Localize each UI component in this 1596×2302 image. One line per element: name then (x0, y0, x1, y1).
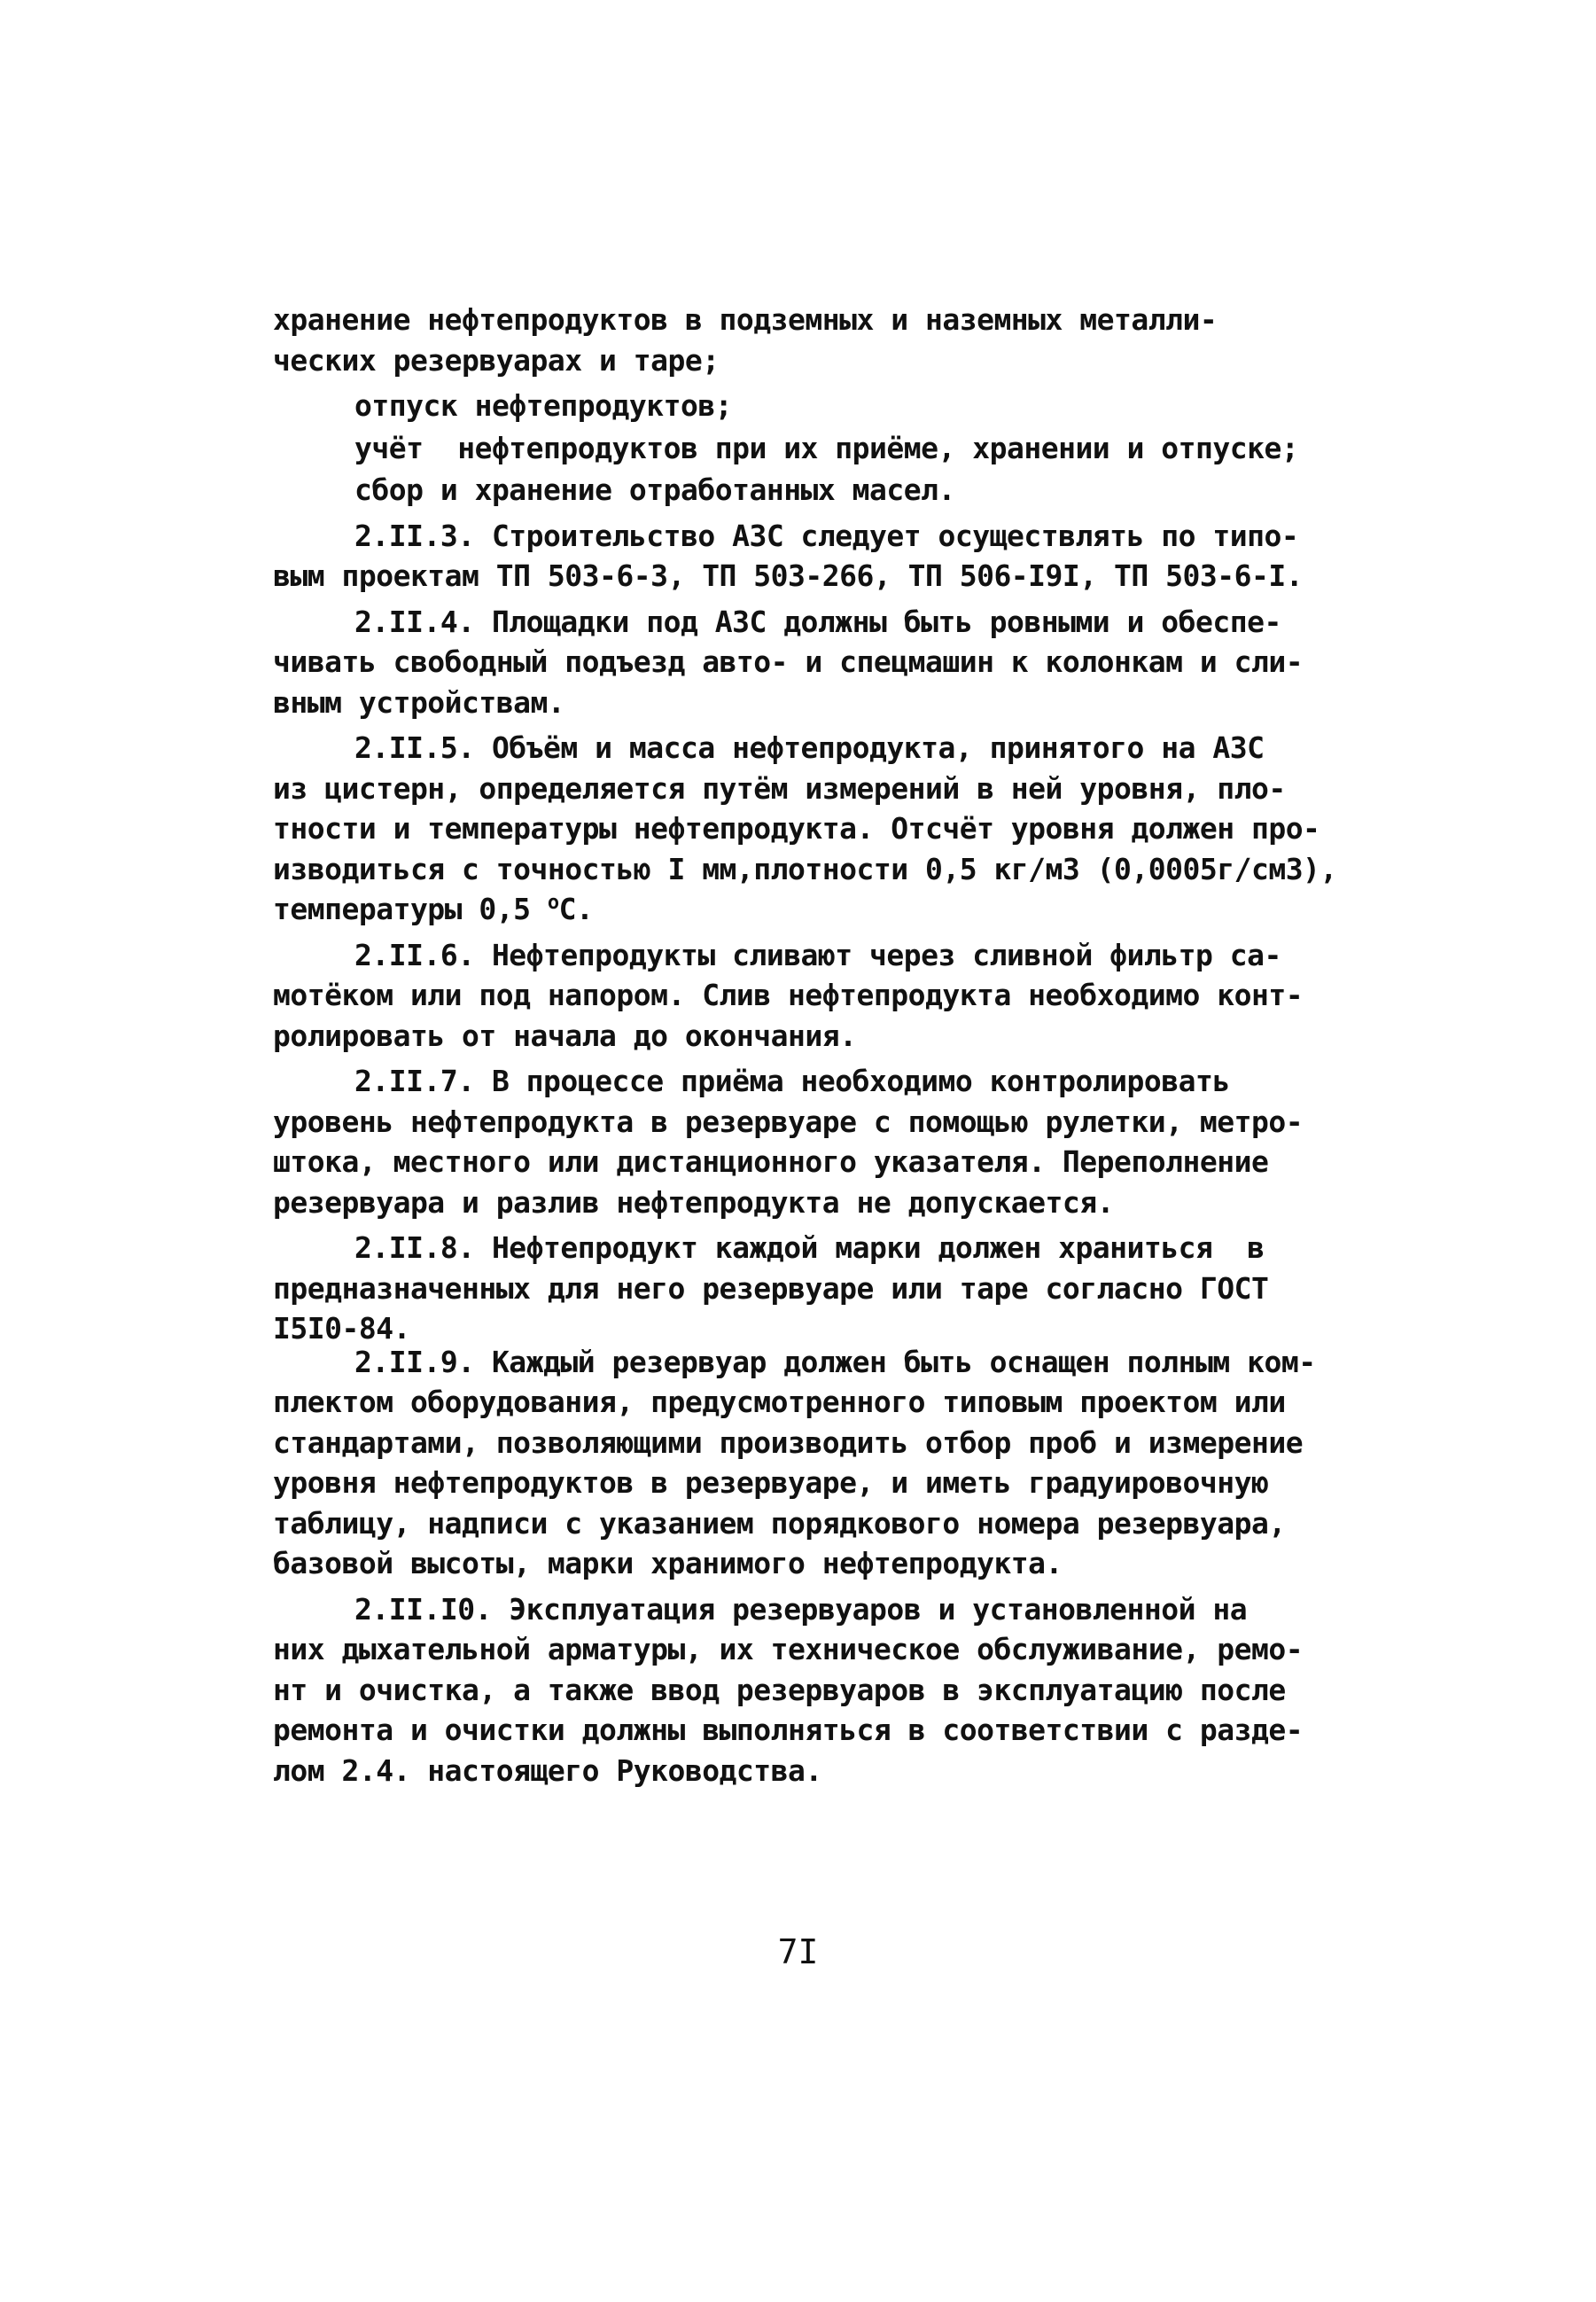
text-line: чивать свободный подъезд авто- и спецмашин к колонкам и сли- (273, 644, 1304, 679)
text-line: I5I0-84. (273, 1311, 410, 1346)
text-fragment: С. (558, 892, 594, 926)
text-line: отпуск нефтепродуктов; (354, 388, 733, 423)
list-item (273, 470, 1292, 511)
text-line: сбор и хранение отработанных масел. (354, 472, 955, 507)
text-line: 2.II.5. Объём и масса нефтепродукта, принятого на АЗС (354, 730, 1265, 765)
section-paragraph-2-11-3 (273, 516, 1304, 597)
text-line: 2.II.8. Нефтепродукт каждой марки должен храниться в (354, 1230, 1265, 1265)
section-paragraph-2-11-8 (273, 1228, 1292, 1349)
text-line: 2.II.3. Строительство АЗС следует осуществлять по типо- (354, 518, 1299, 553)
text-line (273, 889, 1292, 930)
document-body (273, 300, 1337, 1796)
text-line: 2.II.9. Каждый резервуар должен быть оснащен полным ком- (354, 1344, 1316, 1379)
text-line: учёт нефтепродуктов при их приёме, хранении и отпуске; (354, 430, 1299, 465)
text-line: вным устройствам. (273, 684, 565, 720)
text-line: вым проектам ТП 503-6-3, ТП 503-266, ТП 506-I9I, ТП 503-6-I. (273, 558, 1304, 593)
section-paragraph-2-11-6 (273, 935, 1304, 1057)
text-fragment: температуры 0,5 (273, 892, 548, 926)
text-line: 2.II.4. Площадки под АЗС должны быть ровными и обеспе- (354, 604, 1281, 639)
text-line: уровня нефтепродуктов в резервуаре, и иметь градуировочную (273, 1465, 1269, 1500)
text-line: мотёком или под напором. Слив нефтепродукта необходимо конт- (273, 978, 1304, 1012)
text-line: предназначенных для него резервуаре или таре согласно ГОСТ (273, 1270, 1269, 1306)
text-line: 2.II.7. В процессе приёма необходимо контролировать (354, 1064, 1230, 1098)
section-paragraph-2-11-9 (273, 1342, 1316, 1584)
section-paragraph-2-11-4 (273, 602, 1304, 723)
text-line: резервуара и разлив нефтепродукта не допускается. (273, 1184, 1115, 1220)
section-paragraph-2-11-5 (273, 728, 1337, 930)
text-line: стандартами, позволяющими производить отбор проб и измерение (273, 1424, 1304, 1460)
text-line: базовой высоты, марки хранимого нефтепродукта. (273, 1546, 1063, 1580)
text-line: ролировать от начала до окончания. (273, 1018, 857, 1053)
section-paragraph-2-11-10 (273, 1589, 1304, 1791)
list-item (273, 386, 1292, 426)
text-line: из цистерн, определяется путём измерений в ней уровня, пло- (273, 770, 1286, 806)
text-line: 2.II.I0. Эксплуатация резервуаров и установленной на (354, 1591, 1248, 1627)
text-line: ремонта и очистки должны выполняться в соответствии с разде- (273, 1713, 1304, 1747)
text-line: нт и очистка, а также ввод резервуаров в эксплуатацию после (273, 1672, 1286, 1707)
section-paragraph-2-11-7 (273, 1061, 1304, 1222)
text-line: лом 2.4. настоящего Руководства. (273, 1752, 822, 1788)
text-line: них дыхательной арматуры, их техническое обслуживание, ремо- (273, 1632, 1304, 1666)
text-line: хранение нефтепродуктов в подземных и наземных металли- (273, 302, 1218, 337)
text-line: таблицу, надписи с указанием порядкового номера резервуара, (273, 1505, 1286, 1541)
list-item (273, 428, 1299, 469)
page-number: 7I (777, 1932, 819, 1971)
text-line: ческих резервуарах и таре; (273, 342, 720, 378)
text-line: плектом оборудования, предусмотренного типовым проектом или (273, 1385, 1286, 1419)
paragraph (273, 300, 1292, 380)
degree-superscript: о (547, 892, 559, 914)
text-line: изводиться с точностью I мм,плотности 0,5 кг/м3 (0,0005г/см3), (273, 851, 1337, 886)
text-line: штока, местного или дистанционного указателя. Переполнение (273, 1144, 1269, 1179)
text-line: уровень нефтепродукта в резервуаре с помощью рулетки, метро- (273, 1104, 1304, 1139)
text-line: тности и температуры нефтепродукта. Отсчёт уровня должен про- (273, 811, 1320, 846)
text-line: 2.II.6. Нефтепродукты сливают через сливной фильтр са- (354, 937, 1281, 972)
